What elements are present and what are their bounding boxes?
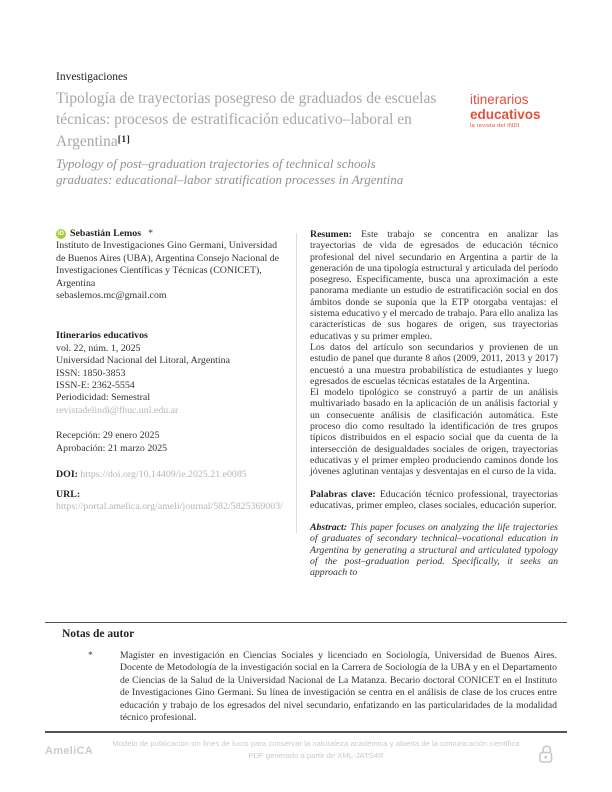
section-label: Investigaciones (56, 71, 128, 83)
author-notes-rule-bottom (45, 731, 567, 733)
doi-label: DOI: (56, 469, 78, 481)
metadata-column (56, 228, 294, 521)
doi-row (56, 469, 294, 481)
article-title-en (56, 156, 526, 187)
abstract-es-label: Resumen: (310, 229, 352, 240)
abstract-es-p3: El modelo tipológico se construyó a partir de un análisis multivariado basado en la aplicación de un análisis factorial y un consecuente análisis de clasificación automática. Este proceso dio como resultado la identificación de tres grupos típicos distribuidos en el espacio social que da cuenta de la intersección de desigualdades sociales de origen, trayectorias educativas y el primer empleo produciendo caminos donde los jóvenes aglutinan ventajas y desventajas en el curso de la vida. (310, 387, 558, 478)
url-label: URL: (56, 489, 81, 500)
amelica-logo: AmeliCA (45, 745, 93, 757)
abstract-en (310, 522, 558, 578)
title-line: técnicas: procesos de estratificación educativo–laboral en (56, 110, 412, 128)
journal-issn: ISSN: 1850-3853 (56, 367, 126, 379)
open-access-icon (538, 744, 555, 769)
journal-email-link[interactable]: revistadelindi@fhuc.unl.edu.ar (56, 404, 179, 416)
author-footnote (45, 650, 567, 724)
logo-word-1: itinerarios (470, 92, 529, 107)
abstract-es-p1 (310, 229, 558, 342)
column-divider (296, 233, 297, 533)
footer-note-line-1: Modelo de publicación sin fines de lucro para conservar la naturaleza académica y abierta de la comunicación científica (112, 739, 520, 748)
journal-issn-e: ISSN-E: 2362-5554 (56, 380, 135, 392)
journal-publisher: Universidad Nacional del Litoral, Argentina (56, 355, 230, 367)
subtitle-line: graduates: educational–labor stratification processes in Argentina (56, 171, 404, 187)
author-email-link[interactable]: sebaslemos.mc@gmail.com (56, 290, 167, 302)
article-dates (56, 430, 294, 455)
keywords-label: Palabras clave: (310, 488, 376, 500)
url-row (56, 489, 294, 514)
abstract-en-label: Abstract: (310, 522, 348, 534)
author-notes-rule-top (45, 622, 567, 623)
footnote-marker: * (88, 650, 93, 661)
doi-link[interactable]: https://doi.org/10.14409/ie.2025.21.e0085 (80, 469, 247, 481)
author-affiliation (56, 240, 294, 290)
journal-periodicity: Periodicidad: Semestral (56, 392, 151, 404)
subtitle-line: Typology of post–graduation trajectories of technical schools (56, 156, 376, 171)
abstract-es-text: Este trabajo se concentra en analizar las trayectorias de vida de egresados de educación técnico profesional del nivel secundario en Argentina a partir de la generación de una tipología estructural y articulada del período posegreso. Específicamente, busca una aproximación a este panorama mediante un estudio de estratificación social en dos ámbitos donde se suponía que la ETP otorgaba ventajas: el sistema educativo y el mercado de trabajo. Para ello analiza las características de sus hogares de origen, sus trayectorias educativas y su primer empleo. (310, 229, 559, 342)
reception-date: Recepción: 29 enero 2025 (56, 430, 160, 442)
title-line (56, 130, 526, 153)
affiliation-line: Instituto de Investigaciones Gino Germani, Universidad (56, 240, 278, 252)
affiliation-line: Investigaciones Científicas y Técnicas (CONICET), (56, 265, 262, 277)
journal-info (56, 330, 294, 417)
abstract-es-p2: Los datos del artículo son secundarios y provienen de un estudio de panel que durante 8 años (2009, 2011, 2013 y 2017) encuestó a una muestra probabilística de estudiantes y luego egresados de escuelas técnicas estatales de la Argentina. (310, 341, 558, 387)
author-note-marker: * (148, 228, 153, 239)
abstract-column (310, 229, 558, 579)
footer-note (100, 738, 532, 761)
title-line-text: Argentina (56, 133, 118, 150)
author-notes-heading: Notas de autor (62, 628, 135, 640)
footer-note-line-2: PDF generado a partir de XML-JATS4R (248, 750, 384, 760)
logo-tagline: la revista del INDI (470, 123, 520, 129)
journal-logo (470, 93, 541, 130)
journal-name: Itinerarios educativos (56, 330, 148, 342)
affiliation-line: Argentina (56, 277, 96, 289)
footnote-ref-marker[interactable]: [1] (117, 135, 131, 145)
abstract-en-text: This paper focuses on analyzing the life trajectories of graduates of secondary technical–vocational education in Argentina by generating a structural and articulated typology of the post–graduation period. Specifically, it seeks an approach to (310, 522, 558, 579)
article-identifiers (56, 469, 294, 514)
author-row (56, 228, 294, 240)
author-notes-section (45, 622, 567, 733)
orcid-icon[interactable]: iD (56, 229, 66, 239)
author-name: Sebastián Lemos (70, 228, 142, 239)
logo-word-2: educativos (470, 106, 541, 122)
approval-date: Aprobación: 21 marzo 2025 (56, 442, 168, 454)
affiliation-line: de Buenos Aires (UBA), Argentina Consejo Nacional de (56, 252, 280, 264)
keywords-es (310, 489, 558, 512)
keywords-text: Educación técnico professional, trayectorias educativas, primer empleo, clases sociales, educación superior. (310, 488, 558, 511)
journal-issue: vol. 22, núm. 1, 2025 (56, 342, 141, 354)
footnote-text: Magister en investigación en Ciencias Sociales y licenciado en Sociología, Universidad de Buenos Aires. Docente de Metodología de la investigación social en la Carrera de Sociología de la UBA y en el Departamento de Ciencias de la Salud de la Universidad Nacional de La Matanza. Becario doctoral CONICET en el Instituto de Investigaciones Gino Germani. Su línea de investigación se centra en el análisis de clase de los cruces entre educación y trabajo de los egresados del nivel secundario, enfatizando en las particularidades de la modalidad técnico profesional. (120, 650, 557, 724)
article-title-es (56, 89, 526, 153)
title-line: Tipología de trayectorias posegreso de graduados de escuelas (56, 90, 437, 107)
article-url-link[interactable]: https://portal.amelica.org/ameli/journal/582/5825369003/ (56, 501, 283, 513)
